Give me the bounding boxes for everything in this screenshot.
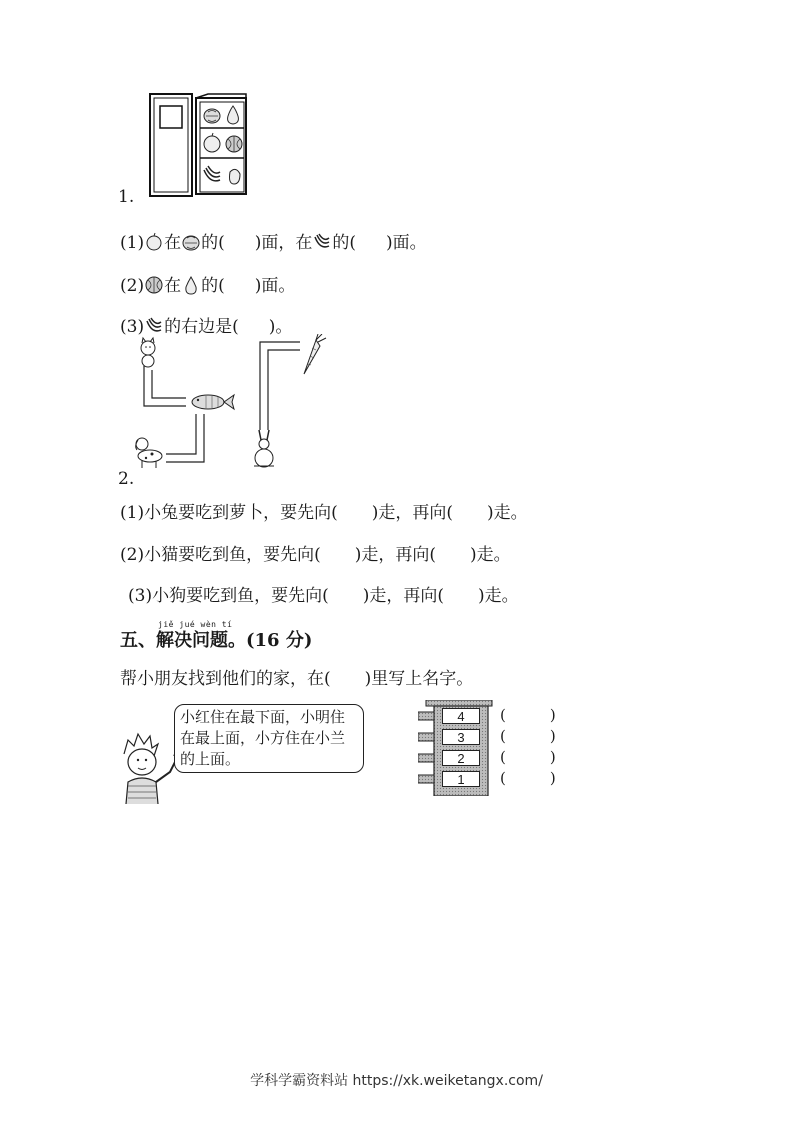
fish-icon [192,395,234,409]
q1-sub1-de2: 的( [332,233,357,253]
q1-sub2-prefix: (2) [120,276,145,296]
q1-sub3-text: 的右边是( [164,317,239,337]
carrot-icon [304,334,326,374]
building-figure [418,700,498,796]
answer-blank-3[interactable]: () [500,727,600,745]
q2-sub3: (3)小狗要吃到鱼，要先向( )走，再向( )走。 [128,586,519,606]
speech-bubble [174,704,364,773]
fridge-figure [148,92,248,198]
answer-blank-4[interactable]: () [500,706,600,724]
rabbit-icon [254,430,274,467]
section5-instruction: 帮小朋友找到他们的家，在( )里写上名字。 [120,669,474,689]
q1-sub1-prefix: (1) [120,233,145,253]
q1-sub2-zai: 在 [164,276,182,296]
section5-title: 五、解决问题。(16 分) [120,630,313,651]
bubble-line-2: 在最上面，小方住在小兰 [180,729,346,747]
cat-icon [141,338,155,367]
answer-blank-2[interactable]: () [500,748,600,766]
q1-sub1-zai: 在 [164,233,182,253]
answer-blank-1[interactable]: () [500,769,600,787]
q2-sub1: (1)小兔要吃到萝卜，要先向( )走，再向( )走。 [120,503,528,523]
bananas-icon [144,316,164,336]
maze-figure [128,334,338,474]
floor-2: 2 [442,750,480,766]
q2-number: 2. [118,469,135,489]
fridge-icon [148,92,248,198]
floor-1: 1 [442,771,480,787]
q1-sub1-mian2: )面。 [386,233,427,253]
floor-3: 3 [442,729,480,745]
dog-icon [136,438,162,468]
apple-icon [144,232,164,252]
q1-sub2-de: 的( [201,276,225,296]
footer-source: 学科学霸资料站 https://xk.weiketangx.com/ [250,1073,543,1089]
bubble-line-3: 的上面。 [180,750,241,768]
q1-sub3-end: )。 [268,317,293,337]
section5-pinyin: jiě jué wèn tí [158,620,233,629]
pumpkin-icon [181,232,201,252]
q1-number: 1. [118,187,135,207]
q1-sub1-de1: 的( [201,233,225,253]
q1-sub2 [120,275,295,297]
bubble-line-1: 小红住在最下面，小明住 [180,708,346,726]
q1-sub2-mian: )面。 [254,276,296,296]
q1-sub1-mian1: )面，在 [254,233,313,253]
q1-sub3-prefix: (3) [120,317,145,337]
q1-sub1 [120,232,427,254]
watermelon-icon [144,275,164,295]
q2-sub2: (2)小猫要吃到鱼，要先向( )走，再向( )走。 [120,545,511,565]
floor-4: 4 [442,708,480,724]
bananas-icon [312,232,332,252]
pear-icon [181,275,201,295]
